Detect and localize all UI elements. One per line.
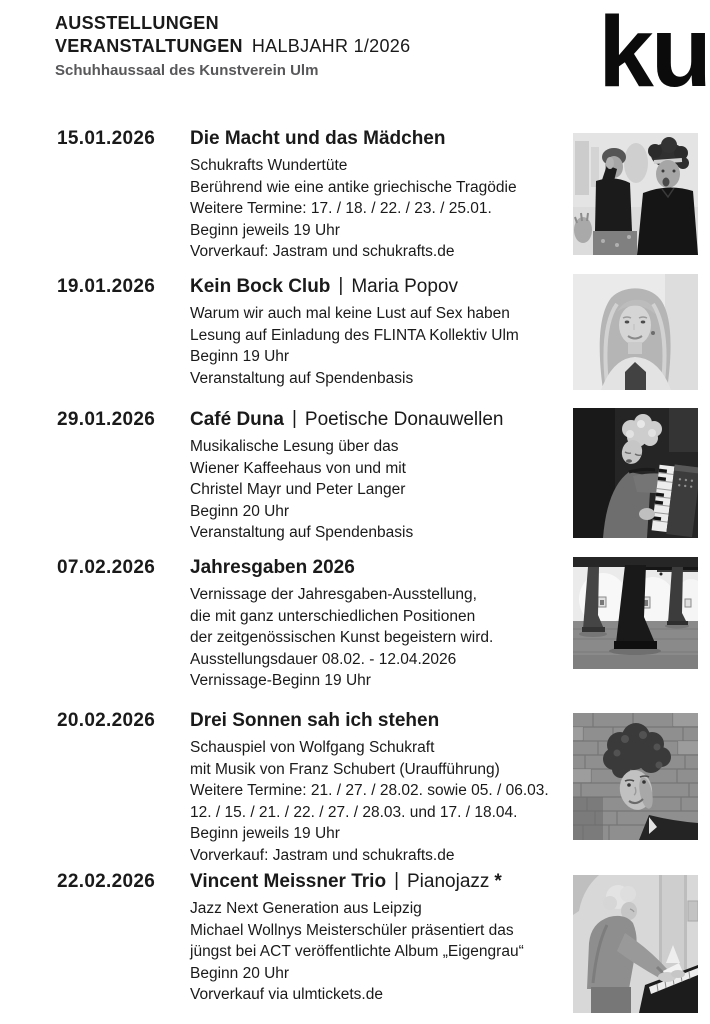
ku-logo: ku [598, 0, 709, 108]
description-line: Vernissage der Jahresgaben-Ausstellung, [190, 586, 477, 603]
event-title-main: Kein Bock Club [190, 276, 331, 297]
description-line: Weitere Termine: 21. / 27. / 28.02. sowie 05. / 06.03. [190, 782, 549, 800]
description-line: Vorverkauf: Jastram und schukrafts.de [190, 846, 455, 864]
description-line: die mit ganz unterschiedlichen Positionen [190, 607, 476, 625]
event-date: 22.02.2026 [57, 871, 156, 892]
description-line: Schukrafts Wundertüte [190, 157, 348, 174]
description-line: Vorverkauf via ulmtickets.de [190, 986, 383, 1004]
description-line: Vorverkauf: Jastram und schukrafts.de [190, 243, 455, 261]
event-photo-portrait-man [573, 713, 698, 840]
description-line: Weitere Termine: 17. / 18. / 22. / 23. / 25.01. [190, 200, 492, 218]
description-line: Musikalische Lesung über das [190, 438, 399, 455]
title-separator: | [291, 408, 297, 429]
description-line: Veranstaltung auf Spendenbasis [190, 524, 414, 542]
event-photo-portrait-woman [573, 274, 698, 390]
pianist-image [573, 875, 698, 1013]
event-photo-accordion [573, 408, 698, 538]
header-veranstaltungen-label: VERANSTALTUNGEN [55, 36, 243, 56]
header-line-ausstellungen: AUSSTELLUNGEN [55, 13, 219, 33]
event-row-jahresgaben [57, 557, 710, 692]
venue-label: Schuhhaussaal des Kunstverein Ulm [55, 62, 319, 79]
title-separator: | [338, 275, 344, 296]
title-separator: | [394, 870, 399, 891]
event-row-cafe-duna [57, 409, 710, 544]
event-title-main: Café Duna [190, 409, 284, 430]
event-photo-gallery [573, 557, 698, 669]
event-photo-theatre-duo [573, 133, 698, 255]
description-line: Beginn jeweils 19 Uhr [190, 825, 340, 843]
event-title-subtitle: Pianojazz [407, 871, 490, 892]
event-title-main: Jahresgaben 2026 [190, 557, 355, 578]
description-line: jüngst bei ACT veröffentlichte Album „Eigengrau“ [190, 943, 524, 961]
event-title-main: Drei Sonnen sah ich stehen [190, 710, 440, 731]
description-line: Ausstellungsdauer 08.02. - 12.04.2026 [190, 650, 457, 668]
description-line: Beginn 20 Uhr [190, 502, 290, 520]
gallery-interior-image [573, 557, 698, 669]
event-title-subtitle: Maria Popov [351, 276, 459, 297]
event-date: 07.02.2026 [57, 557, 156, 578]
event-photo-pianist [573, 875, 698, 1013]
flyer-header [55, 12, 410, 79]
event-title-star: * [494, 871, 502, 892]
portrait-woman-image [573, 274, 698, 390]
event-title-main: Vincent Meissner Trio [190, 871, 387, 892]
description-line: Vernissage-Beginn 19 Uhr [190, 672, 371, 690]
description-line: Veranstaltung auf Spendenbasis [190, 369, 414, 387]
description-line: Michael Wollnys Meisterschüler präsentiert das [190, 921, 514, 939]
event-row-drei-sonnen [57, 710, 710, 867]
description-line: mit Musik von Franz Schubert (Uraufführung) [190, 760, 500, 778]
description-line: der zeitgenössischen Kunst begeistern wird. [190, 629, 494, 647]
description-line: Schauspiel von Wolfgang Schukraft [190, 739, 435, 756]
description-line: Berührend wie eine antike griechische Tragödie [190, 178, 517, 196]
event-date: 20.02.2026 [57, 710, 156, 731]
description-line: Lesung auf Einladung des FLINTA Kollektiv Ulm [190, 326, 519, 344]
event-date: 29.01.2026 [57, 409, 156, 430]
event-title-main: Die Macht und das Mädchen [190, 128, 446, 149]
accordion-player-image [573, 408, 698, 538]
portrait-man-image [573, 713, 698, 840]
description-line: Christel Mayr und Peter Langer [190, 481, 406, 499]
description-line: Beginn 20 Uhr [190, 964, 290, 982]
description-line: Beginn 19 Uhr [190, 348, 290, 366]
description-line: Beginn jeweils 19 Uhr [190, 221, 340, 239]
event-row-die-macht [57, 128, 710, 263]
description-line: Wiener Kaffeehaus von und mit [190, 459, 406, 477]
description-line: 12. / 15. / 21. / 22. / 27. / 28.03. und 17. / 18.04. [190, 803, 518, 821]
header-halbjahr-label: HALBJAHR 1/2026 [251, 36, 411, 56]
event-date: 15.01.2026 [57, 128, 156, 149]
description-line: Warum wir auch mal keine Lust auf Sex haben [190, 305, 510, 322]
event-date: 19.01.2026 [57, 276, 156, 297]
event-title-subtitle: Poetische Donauwellen [304, 409, 504, 430]
event-row-vincent-meissner [57, 871, 710, 1006]
event-row-kein-bock-club [57, 276, 710, 389]
header-line-veranstaltungen [55, 35, 410, 58]
theatre-duo-image [573, 133, 698, 255]
description-line: Jazz Next Generation aus Leipzig [190, 900, 422, 917]
